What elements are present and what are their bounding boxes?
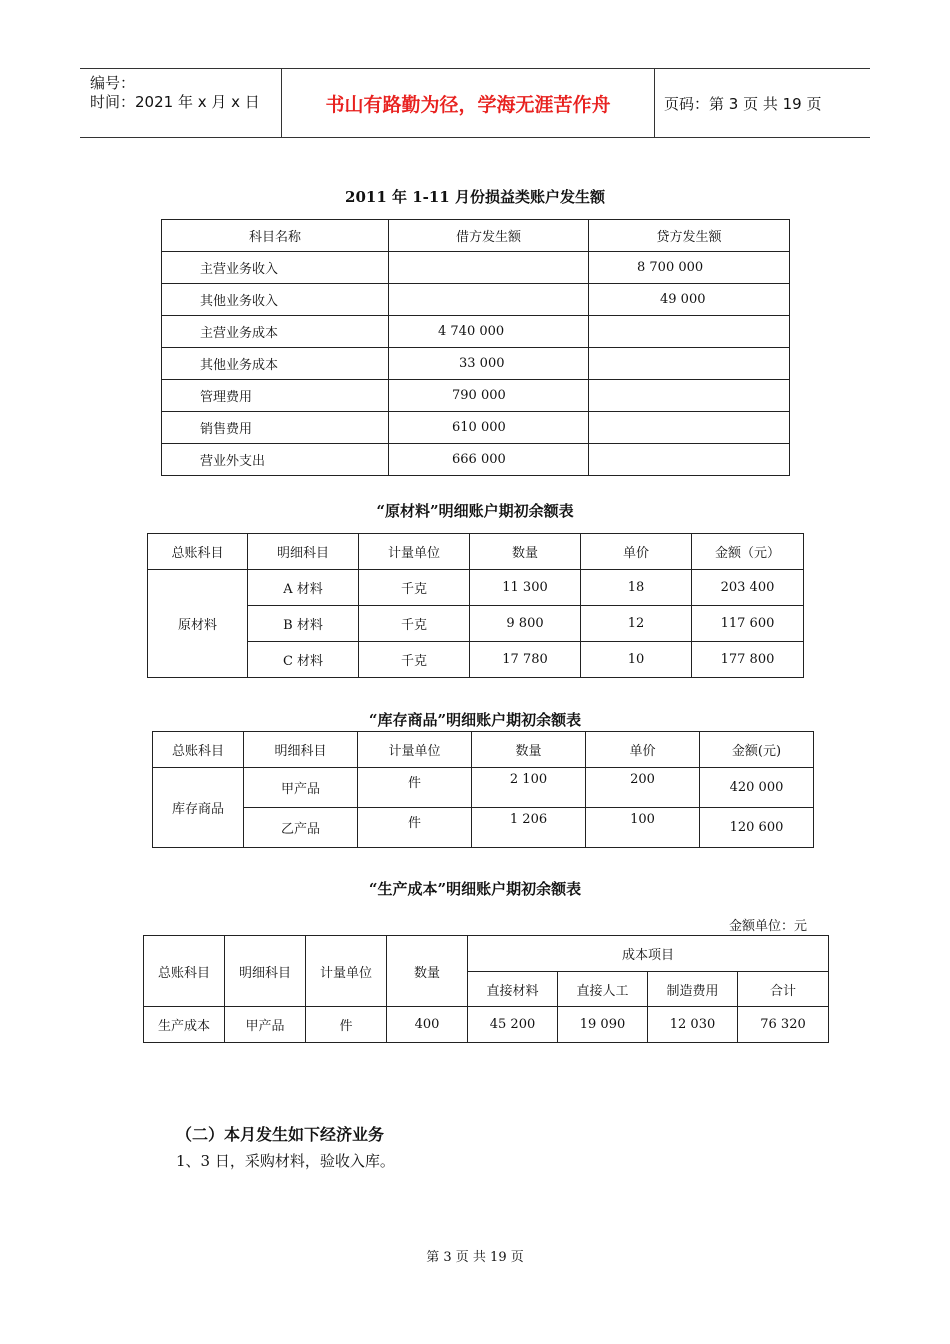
- table-row: [162, 412, 790, 444]
- header-cell: 借方发生额: [389, 220, 589, 252]
- section-line: 1、3 日，采购材料，验收入库。: [176, 1152, 395, 1170]
- price-cell: 18: [581, 570, 692, 606]
- amount-cell: 117 600: [692, 606, 804, 642]
- table-row: [153, 808, 814, 848]
- unit-cell: 千克: [359, 642, 470, 678]
- credit-cell: [589, 412, 790, 444]
- header-cell: 总账科目: [153, 732, 244, 768]
- table-row: [162, 252, 790, 284]
- inventory-goods-table: [152, 731, 814, 848]
- quantity-cell: 17 780: [470, 642, 581, 678]
- amount-cell: 120 600: [700, 808, 814, 848]
- debit-cell: 610 000: [389, 412, 589, 444]
- header-cell: 明细科目: [248, 534, 359, 570]
- unit-cell: 件: [358, 808, 472, 848]
- detail-cell: 乙产品: [244, 808, 358, 848]
- amount-cell: 203 400: [692, 570, 804, 606]
- account-name-cell: 其他业务收入: [162, 284, 389, 316]
- detail-cell: B 材料: [248, 606, 359, 642]
- credit-cell: [589, 444, 790, 476]
- direct-labor-cell: 19 090: [558, 1007, 648, 1043]
- debit-cell: 33 000: [389, 348, 589, 380]
- header-cell: 明细科目: [244, 732, 358, 768]
- price-cell: 12: [581, 606, 692, 642]
- table-header-row: [144, 936, 829, 972]
- cost-items-header: 成本项目: [468, 936, 829, 972]
- subheader-cell: 合计: [738, 972, 829, 1007]
- table-row: [144, 1007, 829, 1043]
- table-header-row: [153, 732, 814, 768]
- table-row: [162, 380, 790, 412]
- header-motto: 书山有路勤为径，学海无涯苦作舟: [282, 69, 655, 137]
- debit-cell: 4 740 000: [389, 316, 589, 348]
- header-cell: 数量: [387, 936, 468, 1007]
- detail-cell: C 材料: [248, 642, 359, 678]
- table-row: [153, 768, 814, 808]
- table-row: [162, 348, 790, 380]
- account-cell: 库存商品: [153, 768, 244, 848]
- header-cell: 单价: [586, 732, 700, 768]
- account-name-cell: 销售费用: [162, 412, 389, 444]
- number-label: 编号：: [90, 74, 136, 92]
- account-cell: 原材料: [148, 570, 248, 678]
- account-name-cell: 管理费用: [162, 380, 389, 412]
- debit-cell: 666 000: [389, 444, 589, 476]
- total-cell: 76 320: [738, 1007, 829, 1043]
- table-header-row: [162, 220, 790, 252]
- quantity-cell: 2 100: [472, 768, 586, 808]
- quantity-cell: 9 800: [470, 606, 581, 642]
- unit-cell: 千克: [359, 606, 470, 642]
- table-row: [162, 444, 790, 476]
- header-cell: 金额（元）: [692, 534, 804, 570]
- header-cell: 贷方发生额: [589, 220, 790, 252]
- table3-title: “库存商品”明细账户期初余额表: [368, 711, 582, 729]
- page-footer: 第 3 页 共 19 页: [426, 1250, 524, 1265]
- header-cell: 数量: [472, 732, 586, 768]
- account-cell: 生产成本: [144, 1007, 225, 1043]
- price-cell: 10: [581, 642, 692, 678]
- credit-cell: [589, 348, 790, 380]
- header-left-cell: [80, 69, 282, 137]
- table-header-row: [148, 534, 804, 570]
- header-cell: 明细科目: [225, 936, 306, 1007]
- credit-cell: 49 000: [589, 284, 790, 316]
- raw-materials-table: [147, 533, 804, 678]
- account-name-cell: 营业外支出: [162, 444, 389, 476]
- direct-material-cell: 45 200: [468, 1007, 558, 1043]
- time-label: 时间：2021 年 x 月 x 日: [90, 93, 260, 111]
- table-row: [148, 570, 804, 606]
- unit-cell: 件: [306, 1007, 387, 1043]
- header-cell: 数量: [470, 534, 581, 570]
- amount-cell: 420 000: [700, 768, 814, 808]
- table1-title: 2011 年 1-11 月份损益类账户发生额: [345, 188, 605, 206]
- header-cell: 计量单位: [358, 732, 472, 768]
- production-cost-table: [143, 935, 829, 1043]
- credit-cell: [589, 316, 790, 348]
- overhead-cell: 12 030: [648, 1007, 738, 1043]
- header-page-code: 页码：第 3 页 共 19 页: [664, 94, 822, 113]
- unit-cell: 件: [358, 768, 472, 808]
- price-cell: 200: [586, 768, 700, 808]
- header-cell: 计量单位: [359, 534, 470, 570]
- debit-cell: [389, 252, 589, 284]
- unit-note: 金额单位：元: [728, 919, 807, 934]
- header-cell: 计量单位: [306, 936, 387, 1007]
- price-cell: 100: [586, 808, 700, 848]
- debit-cell: 790 000: [389, 380, 589, 412]
- table-row: [162, 316, 790, 348]
- subheader-cell: 直接人工: [558, 972, 648, 1007]
- amount-cell: 177 800: [692, 642, 804, 678]
- detail-cell: 甲产品: [225, 1007, 306, 1043]
- account-name-cell: 其他业务成本: [162, 348, 389, 380]
- subheader-cell: 直接材料: [468, 972, 558, 1007]
- quantity-cell: 11 300: [470, 570, 581, 606]
- section-heading: （二）本月发生如下经济业务: [176, 1125, 385, 1144]
- quantity-cell: 1 206: [472, 808, 586, 848]
- unit-cell: 千克: [359, 570, 470, 606]
- account-name-cell: 主营业务成本: [162, 316, 389, 348]
- header-cell: 总账科目: [144, 936, 225, 1007]
- credit-cell: [589, 380, 790, 412]
- debit-cell: [389, 284, 589, 316]
- account-name-cell: 主营业务收入: [162, 252, 389, 284]
- table-row: [162, 284, 790, 316]
- page-header: [80, 68, 870, 138]
- detail-cell: 甲产品: [244, 768, 358, 808]
- header-cell: 总账科目: [148, 534, 248, 570]
- credit-cell: 8 700 000: [589, 252, 790, 284]
- header-cell: 单价: [581, 534, 692, 570]
- quantity-cell: 400: [387, 1007, 468, 1043]
- subheader-cell: 制造费用: [648, 972, 738, 1007]
- header-cell: 科目名称: [162, 220, 389, 252]
- table4-title: “生产成本”明细账户期初余额表: [368, 880, 582, 898]
- table2-title: “原材料”明细账户期初余额表: [376, 502, 574, 520]
- income-accounts-table: [161, 219, 790, 476]
- header-cell: 金额(元): [700, 732, 814, 768]
- detail-cell: A 材料: [248, 570, 359, 606]
